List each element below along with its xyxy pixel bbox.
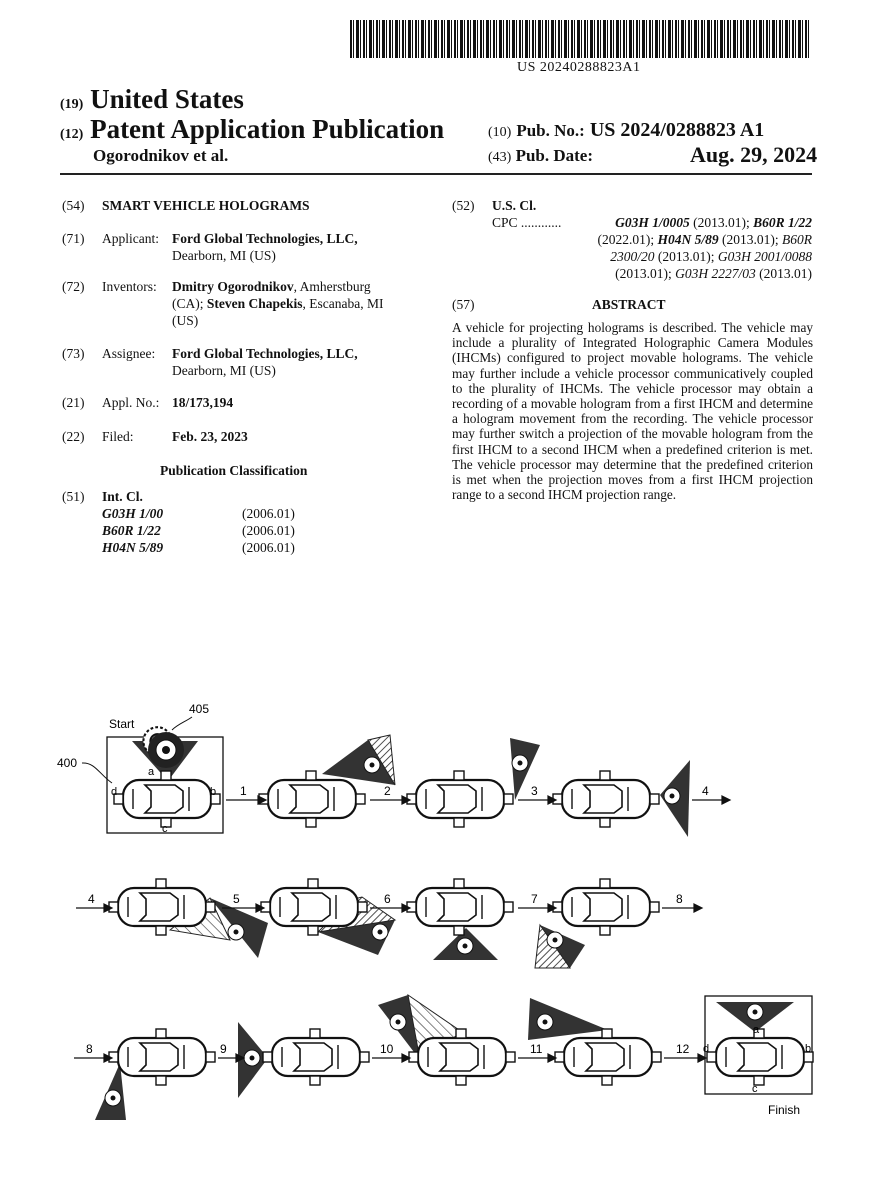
inventor-1-location: , Amherstburg [293, 279, 371, 294]
inid-54: (54) [62, 198, 85, 213]
class-version: (2006.01) [242, 523, 295, 538]
invention-title: SMART VEHICLE HOLOGRAMS [102, 198, 310, 213]
pub-number: US 2024/0288823 A1 [589, 119, 765, 141]
inventor-2-country: (US) [172, 313, 199, 328]
stage-4 [553, 760, 690, 837]
stage-2 [259, 735, 395, 827]
assignee-name: Ford Global Technologies, LLC, [172, 346, 358, 361]
cpc-version: (2013.01); [718, 232, 782, 247]
inid-19: (19) [60, 97, 84, 112]
inid-72: (72) [62, 279, 85, 294]
side-label-c: c [162, 823, 168, 835]
reference-405: 405 [189, 702, 210, 716]
cpc-code: H04N 5/89 [657, 232, 719, 247]
cpc-code: 2300/20 [610, 249, 655, 264]
publication-type: Patent Application Publication [90, 114, 445, 144]
stage-9 [95, 1029, 215, 1120]
publication-classification-heading: Publication Classification [160, 463, 308, 478]
stage-5 [109, 879, 268, 958]
int-cl-label: Int. Cl. [102, 489, 143, 504]
application-number-label: Appl. No.: [102, 395, 160, 410]
inid-10: (10) [488, 125, 512, 140]
stage-12 [528, 998, 661, 1085]
inventor-1-name: Dmitry Ogorodnikov [172, 279, 294, 294]
stage-7 [407, 879, 513, 960]
cpc-version: (2013.01); [654, 249, 718, 264]
applicant-label: Applicant: [102, 231, 159, 246]
pub-date: Aug. 29, 2024 [690, 142, 818, 167]
applicant-location: Dearborn, MI (US) [172, 248, 276, 263]
side-label-c: c [752, 1083, 758, 1095]
step-label: 9 [220, 1042, 227, 1056]
stage-6 [261, 879, 395, 955]
inid-52: (52) [452, 198, 475, 213]
stage-10 [238, 1022, 369, 1098]
inventor-2-location: , Escanaba, MI [302, 296, 384, 311]
cpc-version: (2013.01); [615, 266, 676, 281]
barcode-number: US 20240288823A1 [517, 60, 641, 75]
cpc-code: G03H 1/0005 [615, 215, 690, 230]
step-label: 5 [233, 892, 240, 906]
us-cl-label: U.S. Cl. [492, 198, 537, 213]
side-label-b: b [805, 1043, 812, 1055]
cpc-version: (2013.01) [755, 266, 812, 281]
inid-73: (73) [62, 346, 85, 361]
reference-405-leader [172, 717, 192, 730]
step-label: 6 [384, 892, 391, 906]
step-label: 12 [676, 1042, 690, 1056]
class-version: (2006.01) [242, 540, 295, 555]
step-label: 8 [676, 892, 683, 906]
inid-51: (51) [62, 489, 85, 504]
abstract-heading: ABSTRACT [592, 297, 666, 312]
cpc-code: G03H 2001/0088 [717, 249, 812, 264]
abstract-text: A vehicle for projecting holograms is described. The vehicle may include a plurality of Integrated Holographic Camera Modules (IHCMs) configured to project movable holograms. The vehicle may further include a vehicle processor communicatively coupled to the plurality of IHCMs. The vehicle processor may obtain a recording of a movable hologram from a first IHCM and determine a hologram movement from the recording. The vehicle processor may further switch a projection of the movable hologram from the first IHCM to a second IHCM when a predefined criterion is met. The vehicle processor may determine that the predefined criterion is met when the projection moves from a first IHCM projection range to a second IHCM projection range. [452, 320, 813, 503]
reference-400: 400 [57, 756, 78, 770]
step-label: 11 [530, 1042, 543, 1056]
start-label: Start [109, 717, 135, 731]
assignee-label: Assignee: [102, 346, 156, 361]
side-label-b: b [210, 786, 217, 798]
step-label: 10 [380, 1042, 394, 1056]
step-label: 3 [531, 784, 538, 798]
step-label: 1 [240, 784, 247, 798]
cpc-version: (2013.01); [689, 215, 754, 230]
inid-71: (71) [62, 231, 85, 246]
stage-3 [407, 738, 540, 827]
stage-11 [378, 995, 515, 1085]
filed-label: Filed: [102, 429, 134, 444]
class-code: G03H 1/00 [102, 506, 164, 521]
stage-start [114, 727, 220, 827]
cpc-code: B60R [782, 232, 812, 247]
cpc-label: CPC ............ [492, 215, 562, 230]
side-label-a: a [148, 766, 155, 778]
inventor-1-country: (CA); [172, 296, 207, 311]
pub-date-label: Pub. Date: [515, 146, 594, 165]
inventor-2-name: Steven Chapekis [206, 296, 303, 311]
finish-label: Finish [768, 1103, 801, 1117]
step-label: 2 [384, 784, 391, 798]
cpc-version: (2022.01); [597, 232, 658, 247]
class-version: (2006.01) [242, 506, 295, 521]
applicant-name: Ford Global Technologies, LLC, [172, 231, 358, 246]
inid-21: (21) [62, 395, 85, 410]
inventors-label: Inventors: [102, 279, 157, 294]
assignee-location: Dearborn, MI (US) [172, 363, 276, 378]
authors: Ogorodnikov et al. [93, 146, 229, 165]
side-label-d: d [111, 786, 118, 798]
application-number: 18/173,194 [172, 395, 234, 410]
inid-12: (12) [60, 127, 84, 142]
cpc-code: B60R 1/22 [753, 215, 812, 230]
cpc-code: G03H 2227/03 [675, 266, 756, 281]
step-label: 8 [86, 1042, 93, 1056]
inid-43: (43) [488, 150, 512, 165]
step-label: 7 [531, 892, 538, 906]
step-label: 4 [88, 892, 95, 906]
inid-57: (57) [452, 297, 475, 312]
side-label-a: a [753, 1024, 760, 1036]
stage-8 [535, 879, 659, 968]
step-label: 4 [702, 784, 709, 798]
filed-date: Feb. 23, 2023 [172, 429, 248, 444]
side-label-d: d [703, 1043, 710, 1055]
pub-number-label: Pub. No.: [516, 121, 585, 140]
stage-finish [707, 1002, 813, 1085]
class-code: H04N 5/89 [102, 540, 164, 555]
country: United States [90, 84, 244, 114]
inid-22: (22) [62, 429, 85, 444]
class-code: B60R 1/22 [102, 523, 161, 538]
